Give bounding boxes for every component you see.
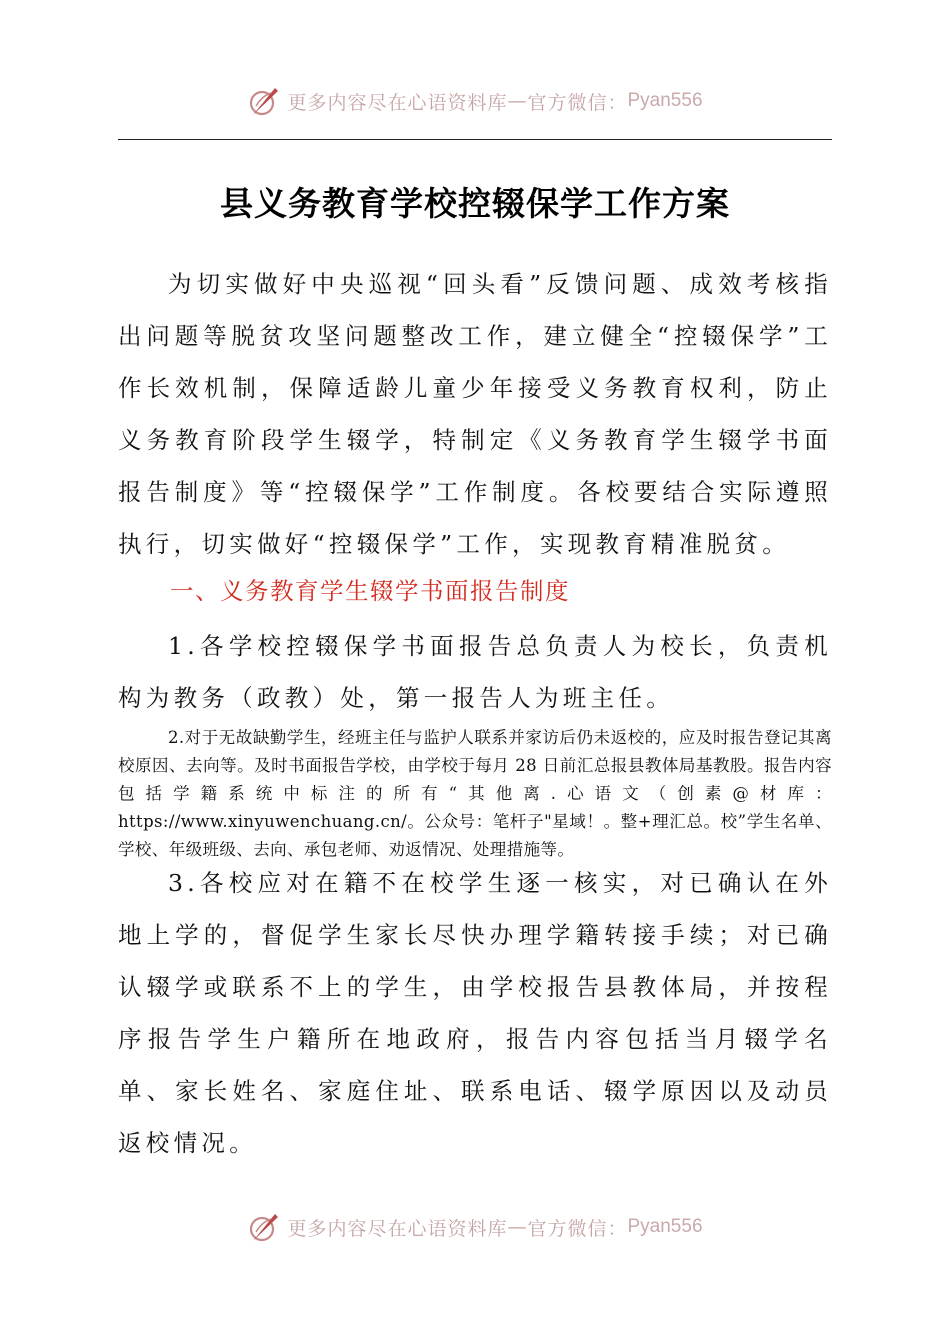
watermark-contact-id: Pyan556 (627, 1216, 703, 1237)
header-divider (118, 139, 832, 140)
section-heading: 一、义务教育学生辍学书面报告制度 (170, 577, 570, 605)
watermark-contact-label: 官方微信： (527, 91, 628, 114)
item-1-paragraph: 1.各学校控辍保学书面报告总负责人为校长，负责机构为教务（政教）处，第一报告人为班主任。 (118, 632, 832, 712)
quill-logo-icon (247, 1210, 281, 1244)
watermark-dash: — (507, 90, 528, 112)
watermark-site-text: 更多内容尽在心语资料库 (287, 1217, 508, 1240)
watermark-dash: — (507, 1216, 528, 1238)
quill-logo-icon (247, 84, 281, 118)
watermark-contact-id: Pyan556 (627, 90, 703, 111)
intro-paragraph: 为切实做好中央巡视“回头看”反馈问题、成效考核指出问题等脱贫攻坚问题整改工作，建立健全“控辍保学”工作长效机制，保障适龄儿童少年接受义务教育权利，防止义务教育阶段学生辍学，特制定《义务教育学生辍学书面报告制度》等“控辍保学”工作制度。各校要结合实际遵照执行，切实做好“控辍保学”工作，实现教育精准脱贫。 (118, 270, 832, 558)
watermark-site-text: 更多内容尽在心语资料库 (287, 91, 508, 114)
item-2-paragraph: 2.对于无故缺勤学生，经班主任与监护人联系并家访后仍未返校的，应及时报告登记其离校原因、去向等。及时书面报告学校，由学校于每月 28 日前汇总报县教体局基教股。报告内容包括学籍系统中标注的所有“其他离.心语文（创素@材库：https://www.xinyuwenchuang.cn/。公众号：笔杆子"星域！。整+理汇总。校”学生名单、学校、年级班级、去向、承包老师、劝返情况、处理措施等。 (118, 728, 832, 859)
document-title: 县义务教育学校控辍保学工作方案 (220, 184, 730, 223)
header-watermark (0, 84, 950, 118)
footer-watermark (0, 1210, 950, 1244)
watermark-contact-label: 官方微信： (527, 1217, 628, 1240)
item-3-paragraph: 3.各校应对在籍不在校学生逐一核实，对已确认在外地上学的，督促学生家长尽快办理学籍转接手续；对已确认辍学或联系不上的学生，由学校报告县教体局，并按程序报告学生户籍所在地政府，报告内容包括当月辍学名单、家长姓名、家庭住址、联系电话、辍学原因以及动员返校情况。 (118, 869, 832, 1157)
